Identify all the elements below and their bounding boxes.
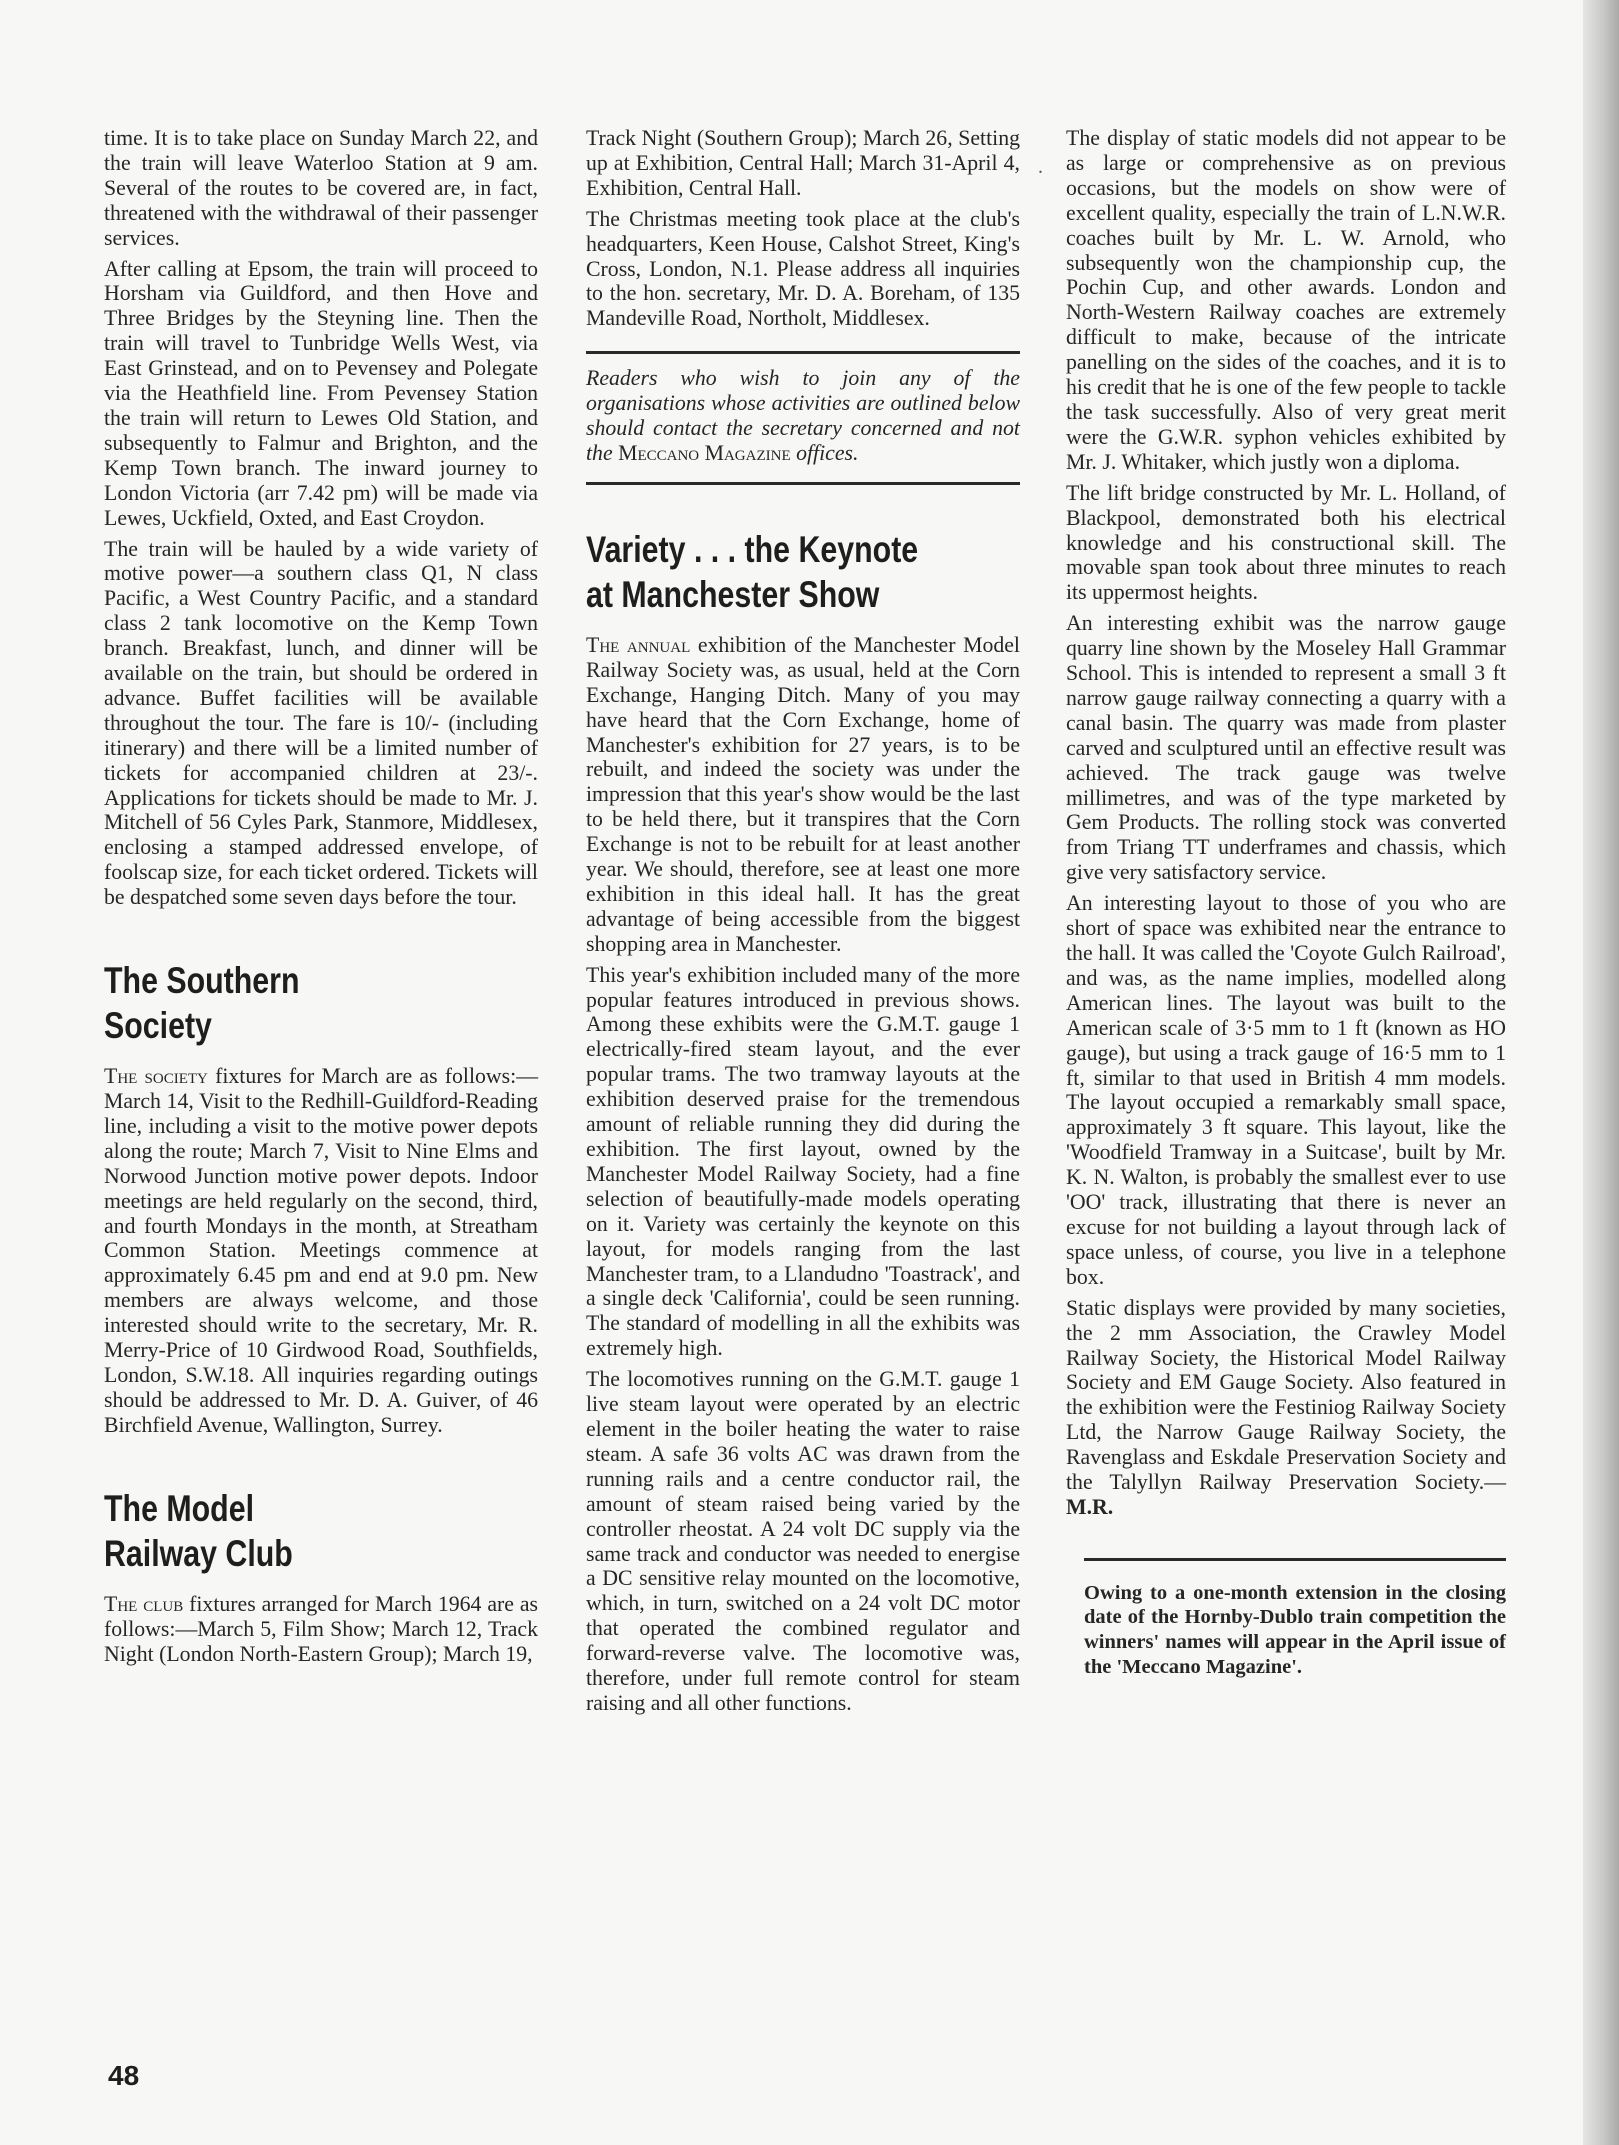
paragraph: The lift bridge constructed by Mr. L. Holland, of Blackpool, demonstrated both his electrical knowledge and his constructional skill. The movable span took about three minutes to reach its uppermost heights. (1066, 480, 1506, 605)
signature: M.R. (1066, 1494, 1114, 1519)
column-1 (104, 126, 538, 1672)
paragraph: The train will be hauled by a wide variety of motive power—a southern class Q1, N class Pacific, a West Country Pacific, and a standard class 2 tank locomotive on the Kemp Town branch. Breakfast, lunch, and dinner will be available on the train, but should be ordered in advance. Buffet facilities will be available throughout the tour. The fare is 10/- (including itinerary) and there will be a limited number of tickets for accompanied children at 23/-. Applications for tickets should be made to Mr. J. Mitchell of 56 Cyles Park, Stanmore, Middlesex, enclosing a stamped addressed envelope, of foolscap size, for each ticket ordered. Tickets will be despatched some seven days before the tour. (104, 536, 538, 910)
paragraph: The locomotives running on the G.M.T. gauge 1 live steam layout were operated by an electric element in the boiler heating the water to raise steam. A safe 36 volts AC was drawn from the running rails and a centre conductor rail, the amount of steam raised being varied by the controller rheostat. A 24 volt DC supply via the same track and conductor was needed to energise a DC sensitive relay mounted on the locomotive, which, in turn, switched on a 24 volt DC motor that operated the combined regulator and forward-reverse valve. The locomotive was, therefore, under full remote control for steam raising and all other functions. (586, 1367, 1020, 1715)
margin-dot: . (1038, 156, 1043, 178)
lead-in: The club (104, 1591, 184, 1616)
heading-southern-society-line1: The Southern (104, 960, 300, 1002)
southern-society-paragraph (104, 1064, 538, 1438)
heading-southern-society-line2: Society (104, 1005, 212, 1047)
body-text: exhibition of the Manchester Model Railway Society was, as usual, held at the Corn Exchange, Hanging Ditch. Many of you may have heard that the Corn Exchange, home of Manchester's exhibition for 27 years, is to be rebuilt, and indeed the society was under the impression that this year's show would be the last to be held there, but it transpires that the Corn Exchange is not to be rebuilt for at least another year. We should, therefore, see at least one more exhibition in this ideal hall. It has the great advantage of being accessible from the biggest shopping area in Manchester. (586, 632, 1020, 956)
heading-variety-line1: Variety . . . the Keynote (586, 528, 919, 570)
readers-notice (586, 366, 1020, 466)
paragraph (1066, 1296, 1506, 1520)
page-edge (1583, 0, 1619, 2145)
heading-variety-line2: at Manchester Show (586, 573, 880, 615)
column-2 (586, 126, 1020, 1722)
page-number: 48 (108, 2060, 140, 2091)
lead-in: The society (104, 1064, 208, 1089)
notice-end: offices. (790, 440, 859, 465)
paragraph: The Christmas meeting took place at the club's headquarters, Keen House, Calshot Street, King's Cross, London, N.1. Please address all inquiries to the hon. secretary, Mr. D. A. Boreham, of 135 Mandeville Road, Northolt, Middlesex. (586, 206, 1020, 331)
lead-in: The annual (586, 632, 691, 657)
heading-model-railway-club-line1: The Model (104, 1487, 255, 1529)
column-3 (1066, 126, 1506, 1685)
heading-model-railway-club-line2: Railway Club (104, 1532, 293, 1574)
paragraph: Track Night (Southern Group); March 26, Setting up at Exhibition, Central Hall; March 31-April 4, Exhibition, Central Hall. (586, 126, 1020, 200)
competition-note: Owing to a one-month extension in the closing date of the Hornby-Dublo train competition the winners' names will appear in the April issue of the 'Meccano Magazine'. (1084, 1581, 1506, 1678)
paragraph: This year's exhibition included many of the more popular features introduced in previous shows. Among these exhibits were the G.M.T. gauge 1 electrically-fired steam layout, and the ever popular trams. The two tramway layouts at the exhibition deserved praise for the tremendous amount of reliable running they did during the exhibition. The first layout, owned by the Manchester Model Railway Society, had a fine selection of beautifully-made models operating on it. Variety was certainly the keynote on this layout, for models ranging from the last Manchester tram, to a Llandudno 'Toastrack', and a single deck 'California', could be seen running. The standard of modelling in all the exhibits was extremely high. (586, 962, 1020, 1361)
body-text: fixtures arranged for March 1964 are as follows:—March 5, Film Show; March 12, Track Night (London North-Eastern Group); March 19, (104, 1591, 539, 1666)
body-text: Static displays were provided by many societies, the 2 mm Association, the Crawley Model Railway Society, the Historical Model Railway Society and EM Gauge Society. Also featured in the exhibition were the Festiniog Railway Society Ltd, the Narrow Gauge Railway Society, the Ravenglass and Eskdale Preservation Society and the Talyllyn Railway Preservation Society.— (1066, 1295, 1506, 1495)
notice-text: Readers who wish to join any of the organisations whose activities are outlined below should contact the secretary concerned and not the (586, 366, 1020, 465)
body-text: fixtures for March are as follows:—March 14, Visit to the Redhill-Guildford-Reading line, including a visit to the motive power depots along the route; March 7, Visit to Nine Elms and Norwood Junction motive power depots. Indoor meetings are held regularly on the second, third, and fourth Mondays in the month, at Streatham Common Station. Meetings commence at approximately 6.45 pm and end at 9.0 pm. New members are always welcome, and those interested should write to the secretary, Mr. R. Merry-Price of 10 Girdwood Road, Southfields, London, S.W.18. All inquiries regarding outings should be addressed to Mr. D. A. Guiver, of 46 Birchfield Avenue, Wallington, Surrey. (104, 1064, 539, 1437)
paragraph: time. It is to take place on Sunday March 22, and the train will leave Waterloo Station at 9 am. Several of the routes to be covered are, in fact, threatened with the withdrawal of their passenger services. (104, 126, 538, 250)
paragraph: An interesting exhibit was the narrow gauge quarry line shown by the Moseley Hall Grammar School. This is intended to represent a small 3 ft narrow gauge railway connecting a quarry with a canal basin. The quarry was made from plaster carved and sculptured until an effective result was achieved. The track gauge was twelve millimetres, and was of the type marketed by Gem Products. The rolling stock was converted from Triang TT underframes and chassis, which give very satisfactory service. (1066, 611, 1506, 885)
paragraph: The display of static models did not appear to be as large or comprehensive as on previous occasions, but the models on show were of excellent quality, especially the train of L.N.W.R. coaches built by Mr. L. W. Arnold, who subsequently won the championship cup, the Pochin Cup, and other awards. London and North-Western Railway coaches are extremely difficult to make, because of the intricate panelling on the sides of the coaches, and it is to his credit that he is one of the few people to tackle the task successfully. Also of very great merit were the G.W.R. syphon vehicles exhibited by Mr. J. Whitaker, which justly won a diploma. (1066, 126, 1506, 474)
variety-paragraph (586, 633, 1020, 957)
model-railway-club-paragraph (104, 1592, 538, 1667)
paragraph: After calling at Epsom, the train will proceed to Horsham via Guildford, and then Hove and Three Bridges by the Steyning line. Then the train will travel to Tunbridge Wells West, via East Grinstead, and on to Pevensey and Polegate via the Heathfield line. From Pevensey Station the train will return to Lewes Old Station, and subsequently to Falmur and Brighton, and the Kemp Town branch. The inward journey to London Victoria (arr 7.42 pm) will be made via Lewes, Uckfield, Oxted, and East Croydon. (104, 256, 538, 530)
paragraph: An interesting layout to those of you who are short of space was exhibited near the entrance to the hall. It was called the 'Coyote Gulch Railroad', and was, as the name implies, modelled along American lines. The layout was built to the American scale of 3·5 mm to 1 ft (known as HO gauge), but using a track gauge of 16·5 mm to 1 ft, similar to that used in British 4 mm models. The layout occupied a remarkably small space, approximately 3 ft square. This layout, like the 'Woodfield Tramway in a Suitcase', built by Mr. K. N. Walton, is probably the smallest ever to use 'OO' track, illustrating that there is never an excuse for not building a layout through lack of space unless, of course, you live in a telephone box. (1066, 891, 1506, 1289)
magazine-name: Meccano Magazine (618, 440, 791, 465)
